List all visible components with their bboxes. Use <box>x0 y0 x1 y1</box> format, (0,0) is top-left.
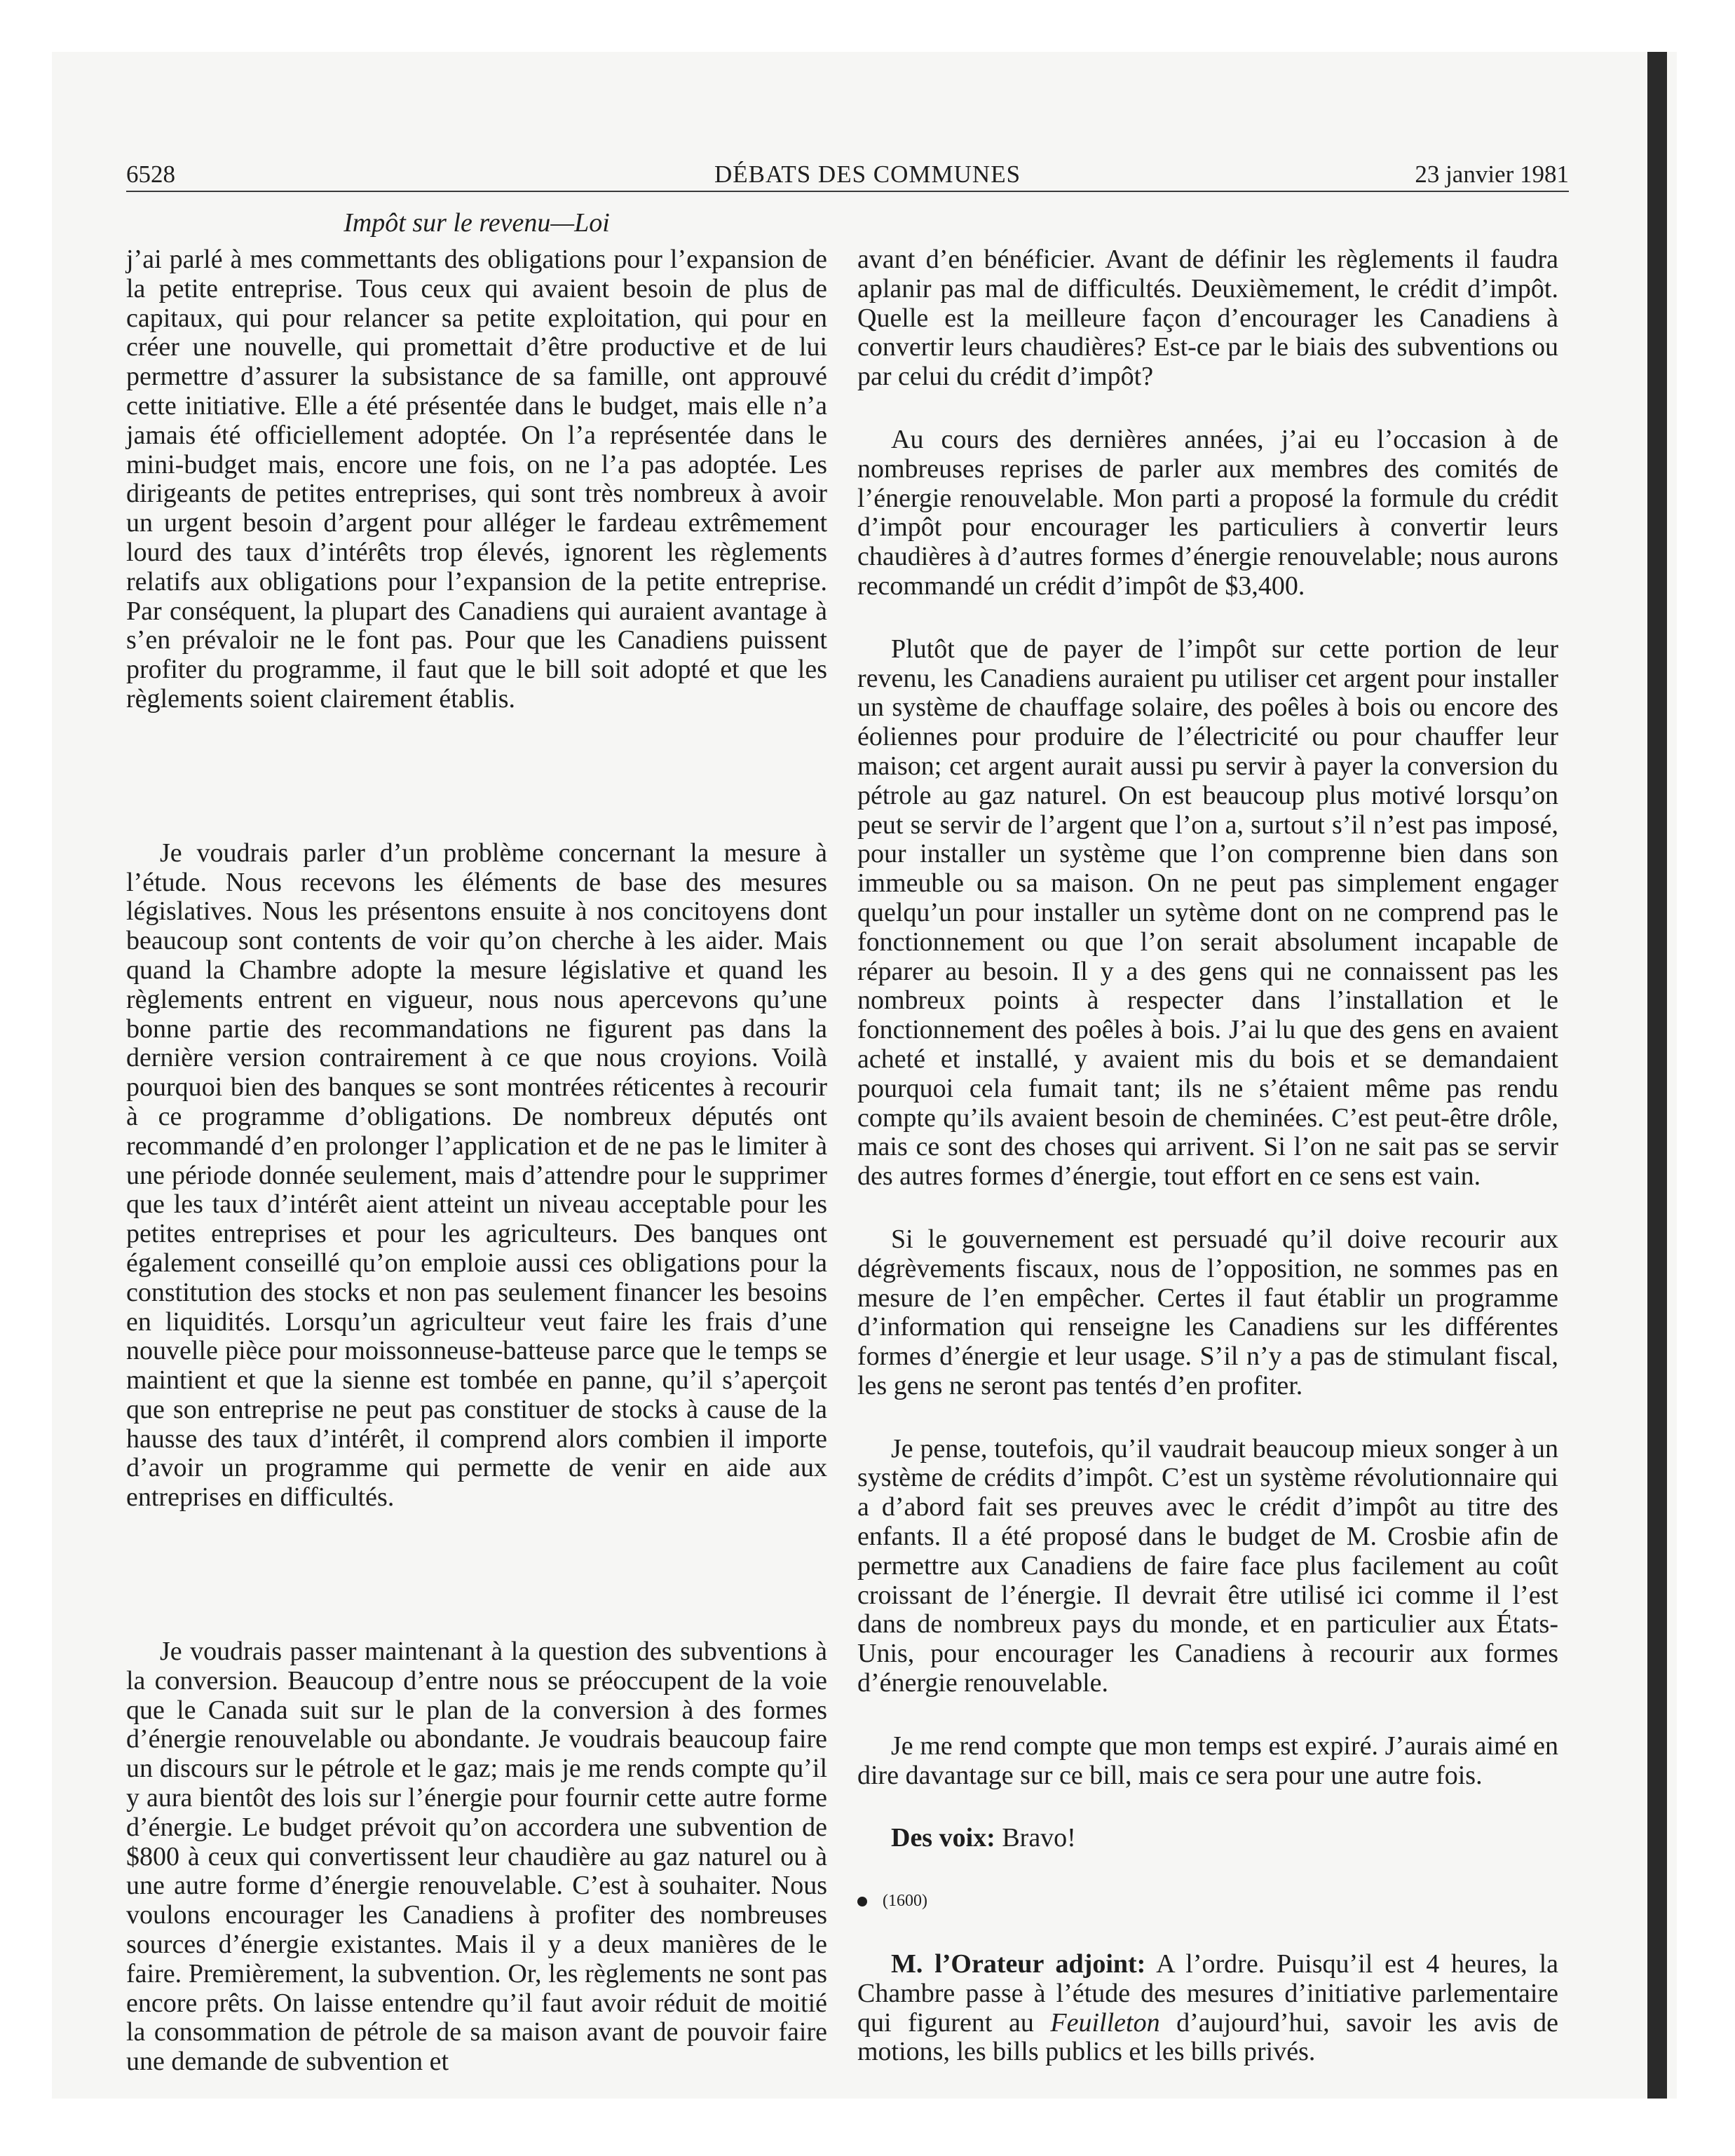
paragraph: j’ai parlé à mes commettants des obligations pour l’expansion de la petite entreprise. Tous ceux qui avaient besoin de plus de capitaux, qui pour relancer sa petite exploitation, qui pour en créer une nouvelle, qui promettait d’être productive et de lui permettre d’assurer la subsistance de sa famille, ont approuvé cette initiative. Elle a été présentée dans le budget, mais elle n’a jamais été officiellement adoptée. On l’a représentée dans le mini-budget mais, encore une fois, on ne l’a pas adoptée. Les dirigeants de petites entreprises, qui sont très nombreux à avoir un urgent besoin d’argent pour alléger le fardeau extrêmement lourd des taux d’intérêts trop élevés, ignorent les règlements relatifs aux obligations pour l’expansion de la petite entreprise. Par conséquent, la plupart des Canadiens qui auraient avantage à s’en prévaloir ne le font pas. Pour que les Canadiens puissent profiter du programme, il faut que le bill soit adopté et que les règlements soient clairement établis. <box>126 245 827 714</box>
paragraph: Si le gouvernement est persuadé qu’il doive recourir aux dégrèvements fiscaux, nous de l’opposition, ne sommes pas en mesure de l’en empêcher. Certes il faut établir un programme d’information qui renseigne les Canadiens sur les différentes formes d’énergie et leur usage. S’il n’y a pas de stimulant fiscal, les gens ne seront pas tentés d’en profiter. <box>857 1224 1558 1400</box>
speaker-label: M. l’Orateur adjoint: <box>891 1949 1146 1979</box>
page-number: 6528 <box>126 161 175 188</box>
time-marker-text: (1600) <box>883 1892 927 1911</box>
speech-text: d’aujourd’hui, savoir les avis de motions, les bills publics et les bills privés. <box>857 2007 1558 2067</box>
column-gap <box>126 1546 827 1637</box>
interjection-text: Bravo! <box>995 1823 1076 1853</box>
paragraph: Au cours des dernières années, j’ai eu l’occasion à de nombreuses reprises de parler aux membres des comités de l’énergie renouvelable. Mon parti a proposé la formule du crédit d’impôt pour encourager les particuliers à convertir leurs chaudières à d’autres formes d’énergie renouvelable; nous aurons recommandé un crédit d’impôt de $3,400. <box>857 424 1558 601</box>
paragraph: Je me rend compte que mon temps est expiré. J’aurais aimé en dire davantage sur ce bill, mais ce sera pour une autre fois. <box>857 1731 1558 1790</box>
bullet-icon <box>857 1897 867 1906</box>
voices-interjection <box>857 1824 1558 1853</box>
column-gap <box>126 748 827 839</box>
right-column <box>857 245 1558 2101</box>
paragraph: Plutôt que de payer de l’impôt sur cette portion de leur revenu, les Canadiens auraient pu utiliser cet argent pour installer un système de chauffage solaire, des poêles à bois ou encore des éoliennes pour produire de l’électricité ou pour chauffer leur maison; cet argent aurait aussi pu servir à payer la conversion du pétrole au gaz naturel. On est beaucoup plus motivé lorsqu’on peut se servir de l’argent que l’on a, surtout s’il n’est pas imposé, pour installer un système que l’on comprenne bien dans son immeuble ou sa maison. On ne peut pas simplement engager quelqu’un pour installer un sytème dont on ne comprend pas le fonctionnement ou que l’on serait absolument incapable de réparer au besoin. Il y a des gens qui ne connaissent pas les nombreux points à respecter dans l’installation et le fonctionnement des poêles à bois. J’ai lu que des gens en avaient acheté et installé, y avaient mis du bois et se demandaient pourquoi cela fumait tant; ils ne s’étaient même pas rendu compte qu’ils avaient besoin de cheminées. C’est peut-être drôle, mais ce sont des choses qui arrivent. Si l’on ne sait pas se servir des autres formes d’énergie, tout effort en ce sens est vain. <box>857 634 1558 1192</box>
left-column <box>126 245 827 2110</box>
paragraph: Je pense, toutefois, qu’il vaudrait beaucoup mieux songer à un système de crédits d’impôt. C’est un système révolutionnaire qui a d’abord fait ses preuves avec le crédit d’impôt au titre des enfants. Il a été proposé dans le budget de M. Crosbie afin de permettre aux Canadiens de faire face plus facilement au coût croissant de l’énergie. Il devrait être utilisé ici comme il l’est dans de nombreux pays du monde, et en particulier aux États-Unis, pour encourager les Canadiens à recourir aux formes d’énergie renouvelable. <box>857 1433 1558 1698</box>
header-rule <box>126 191 1569 192</box>
paragraph: avant d’en bénéficier. Avant de définir les règlements il faudra aplanir pas mal de difficultés. Deuxièmement, le crédit d’impôt. Quelle est la meilleure façon d’encourager les Canadiens à convertir leurs chaudières? Est-ce par le biais des subventions ou par celui du crédit d’impôt? <box>857 245 1558 392</box>
publication-title: DÉBATS DES COMMUNES <box>714 161 1021 188</box>
scan-edge-bar <box>1647 52 1667 2099</box>
feuilleton-title: Feuilleton <box>1050 2007 1160 2038</box>
speaker-paragraph <box>857 1950 1558 2067</box>
paragraph: Je voudrais parler d’un problème concernant la mesure à l’étude. Nous recevons les éléments de base des mesures législatives. Nous les présentons ensuite à nos concitoyens dont beaucoup sont contents de voir qu’on cherche à les aider. Mais quand la Chambre adopte la mesure législative et quand les règlements entrent en vigueur, nous nous apercevons qu’une bonne partie des recommandations ne figurent pas dans la dernière version contrairement à ce que nous croyions. Voilà pourquoi bien des banques se sont montrées réticentes à recourir à ce programme d’obligations. De nombreux députés ont recommandé d’en prolonger l’application et de ne pas le limiter à une période donnée seulement, mais d’attendre pour le supprimer que les taux d’intérêt aient atteint un niveau acceptable pour les petites entreprises et pour les agriculteurs. Des banques ont également conseillé qu’on emploie aussi ces obligations pour la constitution des stocks et non pas seulement financer les besoins en liquidités. Lorsqu’un agriculteur veut faire les frais d’une nouvelle pièce pour moissonneuse-batteuse parce que le temps se maintient et que la sienne est tombée en panne, qu’il s’aperçoit que son entreprise ne peut pas constituer de stocks à cause de la hausse des taux d’intérêt, il comprend alors combien il importe d’avoir un programme qui permette de venir en aide aux entreprises en difficultés. <box>126 838 827 1513</box>
paragraph: Je voudrais passer maintenant à la question des subventions à la conversion. Beaucoup d’entre nous se préoccupent de la voie que le Canada suit sur le plan de la conversion à des formes d’énergie renouvelable ou abondante. Je voudrais beaucoup faire un discours sur le pétrole et le gaz; mais je me rends compte qu’il y aura bientôt des lois sur l’énergie pour fournir cette autre forme d’énergie. Le budget prévoit qu’on accordera une subvention de $800 à ceux qui convertissent leur chaudière au gaz naturel ou à une autre forme d’énergie renouvelable. C’est à souhaiter. Nous voulons encourager les Canadiens à profiter des nombreuses sources d’énergie existantes. Mais il y a deux manières de le faire. Premièrement, la subvention. Or, les règlements ne sont pas encore prêts. On laisse entendre qu’il faut avoir réduit de moitié la consommation de pétrole de sa maison avant de pouvoir faire une demande de subvention et <box>126 1637 827 2077</box>
speech-text: A l’ordre. Puisqu’il est 4 heures, la Chambre passe à l’étude des mesures d’initiative parlementaire qui figurent au <box>857 1949 1559 2038</box>
page-date: 23 janvier 1981 <box>1415 161 1569 188</box>
time-marker <box>857 1887 1558 1916</box>
speaker-label: Des voix: <box>891 1823 995 1853</box>
running-title: Impôt sur le revenu—Loi <box>343 208 610 238</box>
